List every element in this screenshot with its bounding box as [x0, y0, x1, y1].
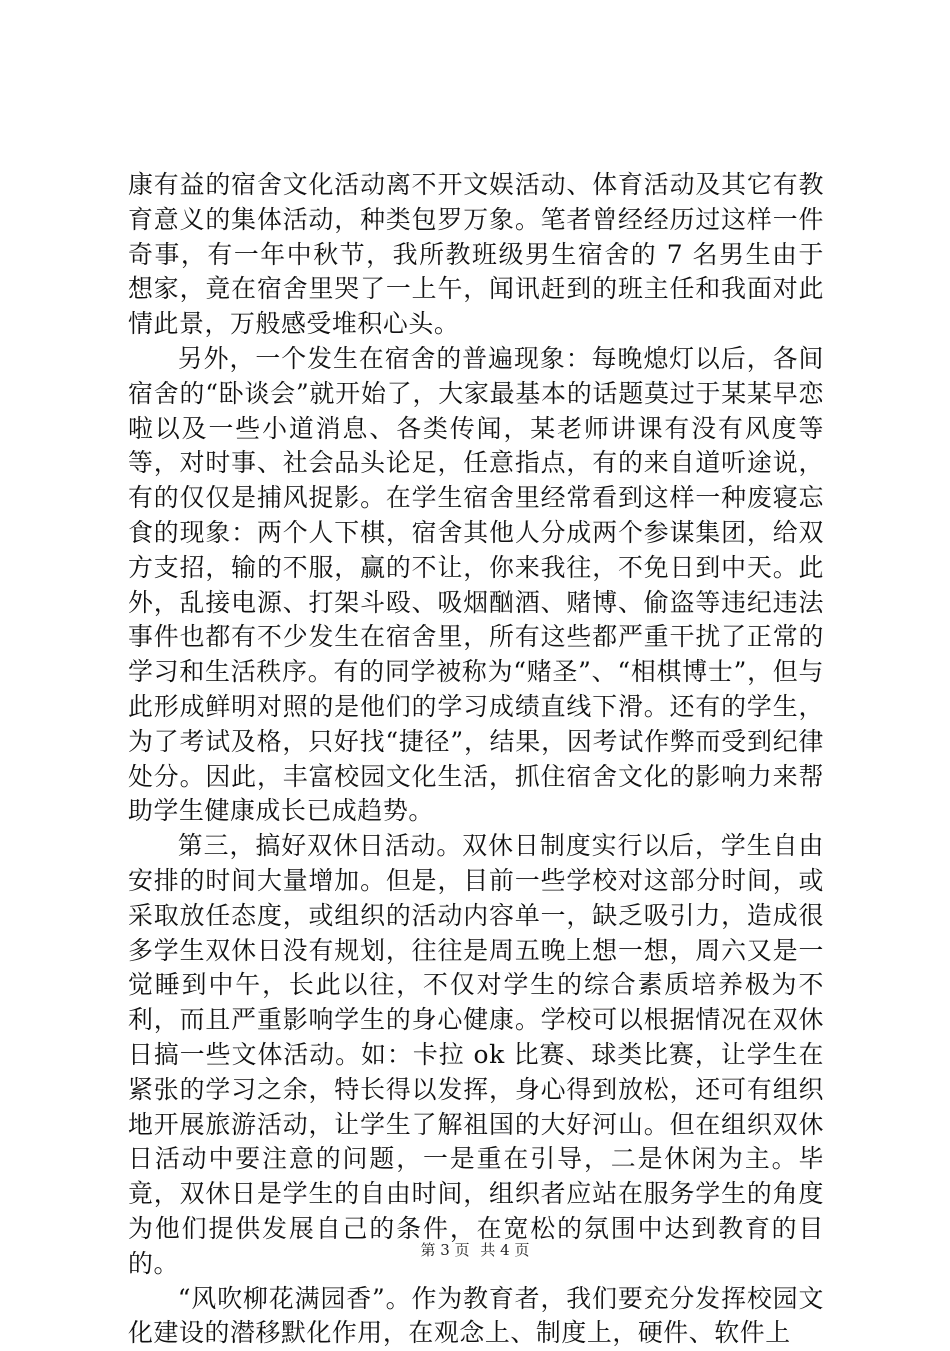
page-footer [0, 1240, 950, 1260]
page-number-total: 共 4 页 [480, 1241, 529, 1259]
paragraph-2: 另外，一个发生在宿舍的普遍现象：每晚熄灯以后，各间宿舍的“卧谈会”就开始了，大家最基本的话题莫过于某某早恋啦以及一些小道消息、各类传闻，某老师讲课有没有风度等等，对时事、社会品头论足，任意指点，有的来自道听途说，有的仅仅是捕风捉影。在学生宿舍里经常看到这样一种废寝忘食的现象：两个人下棋，宿舍其他人分成两个参谋集团，给双方支招，输的不服，赢的不让，你来我往，不免日到中天。此外，乱接电源、打架斗殴、吸烟酗酒、赌博、偷盗等违纪违法事件也都有不少发生在宿舍里，所有这些都严重干扰了正常的学习和生活秩序。有的同学被称为“赌圣”、“相棋博士”，但与此形成鲜明对照的是他们的学习成绩直线下滑。还有的学生，为了考试及格，只好找“捷径”，结果，因考试作弊而受到纪律处分。因此，丰富校园文化生活，抓住宿舍文化的影响力来帮助学生健康成长已成趋势。 [128, 342, 824, 829]
paragraph-4: “风吹柳花满园香”。作为教育者，我们要充分发挥校园文化建设的潜移默化作用，在观念上、制度上，硬件、软件上 [128, 1282, 824, 1351]
paragraph-1: 康有益的宿舍文化活动离不开文娱活动、体育活动及其它有教育意义的集体活动，种类包罗万象。笔者曾经经历过这样一件奇事，有一年中秋节，我所教班级男生宿舍的 7 名男生由于想家，竟在宿舍里哭了一上午，闻讯赶到的班主任和我面对此情此景，万般感受堆积心头。 [128, 168, 824, 342]
paragraph-3: 第三，搞好双休日活动。双休日制度实行以后，学生自由安排的时间大量增加。但是，目前一些学校对这部分时间，或采取放任态度，或组织的活动内容单一，缺乏吸引力，造成很多学生双休日没有规划，往往是周五晚上想一想，周六又是一觉睡到中午，长此以往，不仅对学生的综合素质培养极为不利，而且严重影响学生的身心健康。学校可以根据情况在双休日搞一些文体活动。如：卡拉 ok 比赛、球类比赛，让学生在紧张的学习之余，特长得以发挥，身心得到放松，还可有组织地开展旅游活动，让学生了解祖国的大好河山。但在组织双休日活动中要注意的问题，一是重在引导，二是休闲为主。毕竟，双休日是学生的自由时间，组织者应站在服务学生的角度为他们提供发展自己的条件，在宽松的氛围中达到教育的目的。 [128, 829, 824, 1281]
page-number-current: 第 3 页 [421, 1241, 470, 1259]
document-body [128, 168, 824, 1351]
